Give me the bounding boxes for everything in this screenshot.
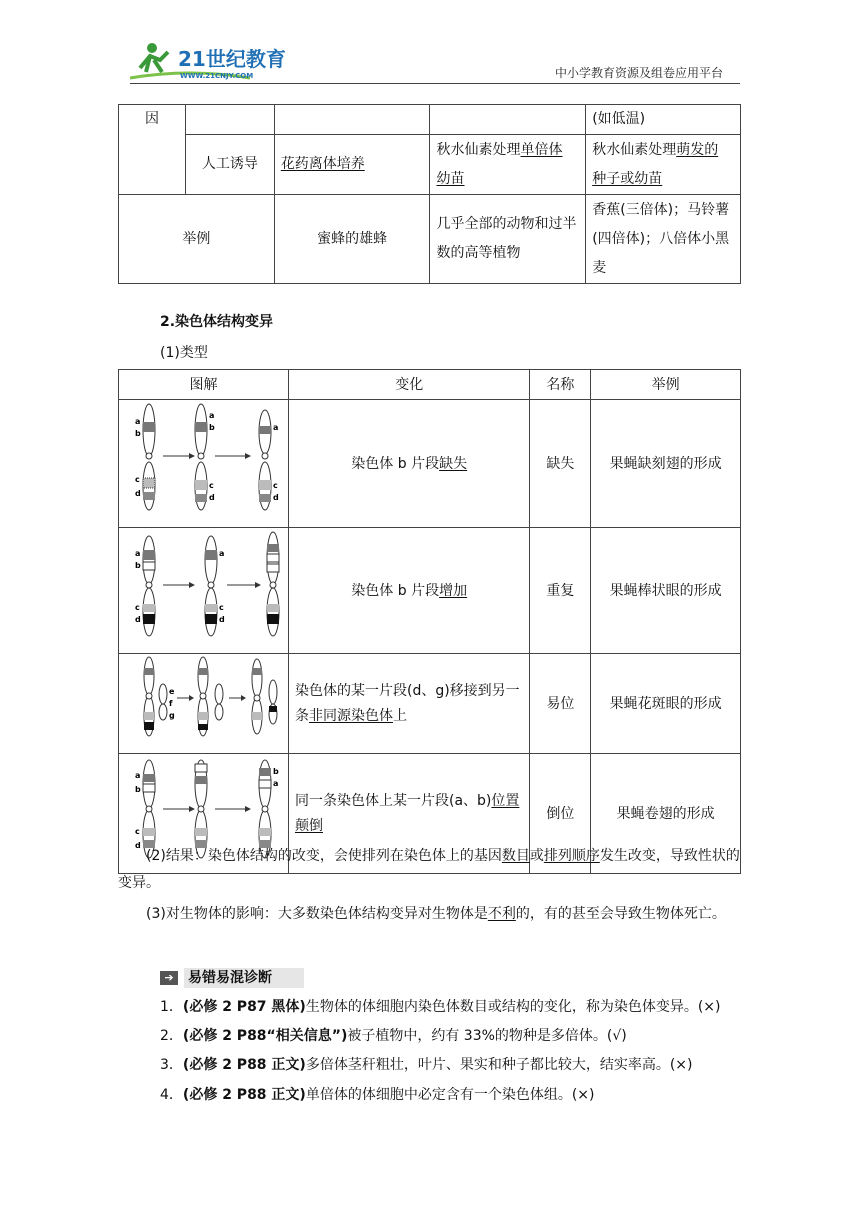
diagram-duplication [119, 528, 289, 654]
example-deletion: 果蝇缺刻翅的形成 [591, 400, 741, 528]
cell-seed-treat: 秋水仙素处理萌发的 种子或幼苗 [586, 135, 741, 195]
name-deletion: 缺失 [530, 400, 591, 528]
name-inversion: 倒位 [530, 754, 591, 874]
svg-text:a: a [273, 423, 279, 432]
svg-text:a: a [135, 549, 141, 558]
site-logo[interactable] [130, 38, 300, 84]
diagram-deletion [119, 400, 289, 528]
svg-text:a: a [209, 411, 215, 420]
change-inversion: 同一条染色体上某一片段(a、b)位置颠倒 [288, 754, 529, 874]
structure-variation-table [118, 369, 741, 874]
name-duplication: 重复 [530, 528, 591, 654]
cell-low-temp: (如低温) [586, 105, 741, 135]
diagnosis-item-1: 1．(必修 2 P87 黑体)生物体的体细胞内染色体数目或结构的变化，称为染色体变异。(×) [160, 999, 721, 1015]
header-example: 举例 [591, 370, 741, 400]
chromosome-1 [143, 404, 155, 510]
svg-text:c: c [135, 603, 140, 612]
svg-text:d: d [135, 489, 141, 498]
svg-text:a: a [273, 779, 279, 788]
svg-text:c: c [219, 603, 224, 612]
logo-text: 21世纪教育 [178, 47, 286, 71]
paragraph-effect: (3)对生物体的影响：大多数染色体结构变异对生物体是不利的，有的甚至会导致生物体死亡。 [146, 906, 726, 922]
example-translocation: 果蝇花斑眼的形成 [591, 654, 741, 754]
cell-examples: 香蕉(三倍体)；马铃薯(四倍体)；八倍体小黑麦 [586, 195, 741, 284]
platform-name: 中小学教育资源及组卷应用平台 [554, 66, 723, 80]
svg-text:c: c [135, 475, 140, 484]
section-title: 2.染色体结构变异 [160, 314, 274, 330]
change-deletion: 染色体 b 片段缺失 [288, 400, 529, 528]
svg-text:d: d [273, 493, 279, 502]
svg-text:e: e [169, 687, 175, 696]
header-rule [130, 83, 740, 84]
svg-text:a: a [219, 549, 225, 558]
header-change: 变化 [288, 370, 529, 400]
section-sub: (1)类型 [160, 345, 208, 361]
logo-url: WWW.21CNJY.COM [180, 72, 254, 80]
banner-title: 易错易混诊断 [184, 968, 304, 988]
svg-text:b: b [135, 561, 141, 570]
paragraph-result: (2)结果：染色体结构的改变，会使排列在染色体上的基因数目或排列顺序发生改变，导致性状的变异。 [118, 848, 740, 891]
svg-text:f: f [169, 699, 173, 708]
svg-text:a: a [135, 417, 141, 426]
header-diagram: 图解 [119, 370, 289, 400]
cell-anther-culture: 花药离体培养 [274, 135, 430, 195]
diagram-translocation [119, 654, 289, 754]
svg-text:d: d [209, 493, 215, 502]
example-inversion: 果蝇卷翅的形成 [591, 754, 741, 874]
name-translocation: 易位 [530, 654, 591, 754]
change-duplication: 染色体 b 片段增加 [288, 528, 529, 654]
cell-animals: 几乎全部的动物和过半数的高等植物 [430, 195, 586, 284]
svg-text:b: b [135, 429, 141, 438]
svg-text:c: c [273, 481, 278, 490]
diagnosis-item-2: 2．(必修 2 P88“相关信息”)被子植物中，约有 33%的物种是多倍体。(√) [160, 1028, 627, 1044]
arrow-icon: ➔ [160, 971, 178, 985]
svg-text:b: b [135, 785, 141, 794]
cell-artificial: 人工诱导 [185, 135, 274, 195]
svg-text:b: b [273, 767, 279, 776]
polyploid-table [118, 104, 741, 284]
change-translocation: 染色体的某一片段(d、g)移接到另一条非同源染色体上 [288, 654, 529, 754]
example-duplication: 果蝇棒状眼的形成 [591, 528, 741, 654]
svg-text:d: d [135, 841, 141, 850]
cell-example-label: 举例 [119, 195, 275, 284]
svg-text:c: c [135, 827, 140, 836]
diagnosis-item-3: 3．(必修 2 P88 正文)多倍体茎秆粗壮，叶片、果实和种子都比较大，结实率高。(×) [160, 1057, 693, 1073]
svg-text:c: c [209, 481, 214, 490]
cell-reason: 因 [119, 105, 186, 135]
cell-haploid-treat: 秋水仙素处理单倍体 幼苗 [430, 135, 586, 195]
header-name: 名称 [530, 370, 591, 400]
svg-text:a: a [135, 771, 141, 780]
svg-text:d: d [135, 615, 141, 624]
cell-drone: 蜜蜂的雄蜂 [274, 195, 430, 284]
svg-text:d: d [219, 615, 225, 624]
svg-text:b: b [209, 423, 215, 432]
svg-text:g: g [169, 711, 175, 720]
diagnosis-item-4: 4．(必修 2 P88 正文)单倍体的体细胞中必定含有一个染色体组。(×) [160, 1087, 595, 1103]
